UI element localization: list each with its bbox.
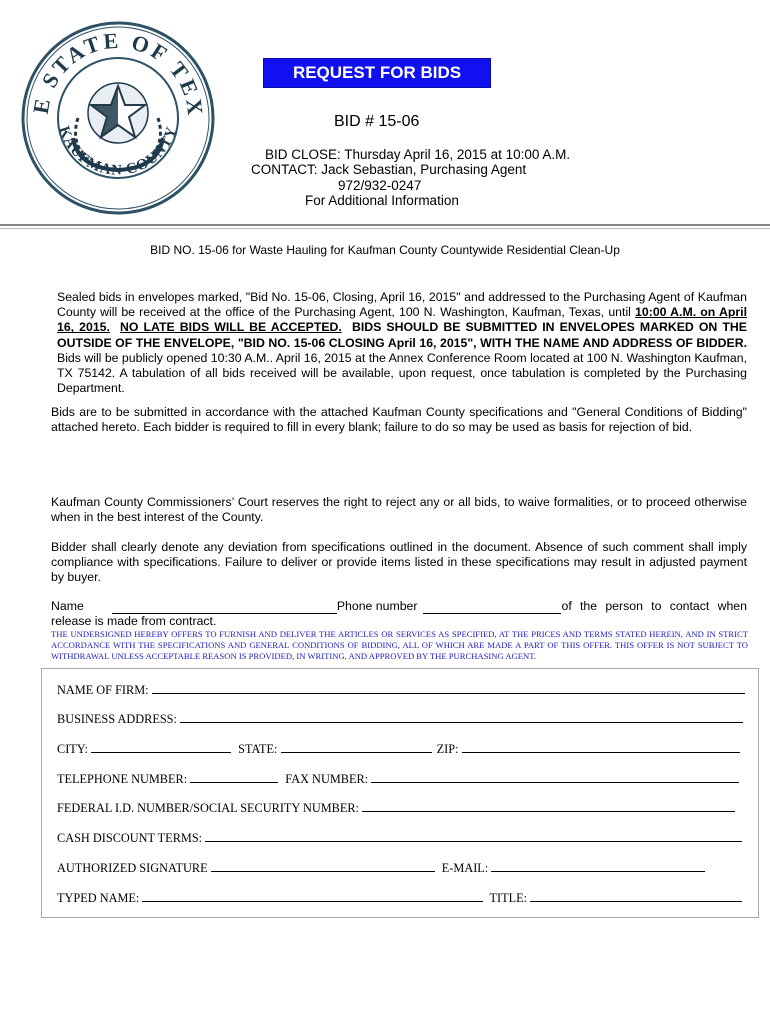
seal-bottom-text: KAUFMAN COUNTY	[55, 124, 181, 179]
offer-notice: THE UNDERSIGNED HEREBY OFFERS TO FURNISH AND DELIVER THE ARTICLES OR SERVICES AS SPECIFIED, AT THE PRICES AND TERMS STATED HEREIN, AND IN STRICT ACCORDANCE WITH THE SPECIFICATIONS AND GENERAL CONDITIONS OF BIDDING, ALL OF WHICH ARE MADE A PART OF THIS OFFER. THIS OFFER IS NOT SUBJECT TO WITHDRAWAL UNLESS ACCEPTABLE REASON IS PROVIDED, IN WRITING, AND APPROVED BY THE PURCHASING AGENT.	[51, 629, 748, 661]
no-late-bids-text: NO LATE BIDS WILL BE ACCEPTED.	[120, 320, 342, 335]
firm-field[interactable]	[152, 682, 745, 694]
cash-discount-field[interactable]	[205, 830, 742, 842]
commissioners-court-paragraph: Kaufman County Commissioners’ Court reserves the right to reject any or all bids, to waive formalities, or to proceed otherwise when in the best interest of the County.	[51, 495, 747, 525]
federal-id-row	[57, 800, 735, 816]
federal-id-label: FEDERAL I.D. NUMBER/SOCIAL SECURITY NUMBER:	[57, 801, 359, 815]
federal-id-field[interactable]	[362, 800, 735, 812]
specifications-paragraph: Bids are to be submitted in accordance with the attached Kaufman County specifications and "General Conditions of Bidding" attached hereto. Each bidder is required to fill in every blank; failure to do so may be used as basis for rejection of bid.	[51, 405, 747, 435]
telephone-label: TELEPHONE NUMBER:	[57, 772, 188, 786]
bidder-form	[41, 668, 759, 918]
bid-number: BID # 15-06	[334, 113, 420, 130]
email-label: E-MAIL:	[441, 861, 489, 875]
seal-top-text: E STATE OF TEX	[27, 27, 209, 120]
county-seal	[18, 18, 218, 218]
typed-name-field[interactable]	[142, 890, 483, 902]
state-field[interactable]	[281, 741, 432, 753]
phone-label: Phone number	[336, 599, 418, 613]
envelope-instruction: BIDS SHOULD BE SUBMITTED IN ENVELOPES MARKED ON THE OUTSIDE OF THE ENVELOPE, "BID NO. 15-06 CLOSING April 16, 2015", WITH THE NAME AND ADDRESS OF BIDDER.	[57, 320, 747, 350]
city-field[interactable]	[91, 741, 231, 753]
title-label: TITLE:	[489, 891, 528, 905]
contact-info: CONTACT: Jack Sebastian, Purchasing Agent	[251, 162, 527, 177]
city-row	[57, 741, 740, 757]
phone-row	[57, 771, 739, 787]
signature-row	[57, 860, 705, 876]
contact-tail: of the person to contact when	[561, 599, 747, 613]
contact-phone-field[interactable]	[423, 601, 561, 614]
deadline-text: 10:00 A.M. on April 16, 2015.	[57, 305, 747, 335]
address-label: BUSINESS ADDRESS:	[57, 712, 177, 726]
cash-discount-row	[57, 830, 742, 846]
address-field[interactable]	[180, 711, 743, 723]
contact-tail-2: release is made from contract.	[51, 614, 217, 628]
typed-name-label: TYPED NAME:	[57, 891, 140, 905]
fax-field[interactable]	[371, 771, 739, 783]
contact-phone: 972/932-0247	[338, 178, 422, 193]
email-field[interactable]	[491, 860, 705, 872]
bid-subject: BID NO. 15-06 for Waste Hauling for Kaufman County Countywide Residential Clean-Up	[150, 243, 620, 257]
zip-field[interactable]	[462, 741, 740, 753]
additional-info: For Additional Information	[305, 193, 459, 208]
state-label: STATE:	[238, 742, 278, 756]
header-divider-thin	[0, 228, 770, 229]
signature-label: AUTHORIZED SIGNATURE	[57, 861, 208, 875]
request-for-bids-title: REQUEST FOR BIDS	[263, 58, 491, 88]
sealed-bids-paragraph	[57, 290, 747, 396]
fax-label: FAX NUMBER:	[285, 772, 369, 786]
contact-person-line	[51, 599, 747, 629]
typed-name-row	[57, 890, 742, 906]
title-field[interactable]	[530, 890, 742, 902]
name-label: Name	[51, 599, 84, 613]
telephone-field[interactable]	[190, 771, 278, 783]
zip-label: ZIP:	[436, 742, 459, 756]
paragraph1-opening-text: Bids will be publicly opened 10:30 A.M.. April 16, 2015 at the Annex Conference Room located at 100 N. Washington Kaufman, TX 75142. A tabulation of all bids received will be available, upon request, once tabulation is completed by the Purchasing Department.	[57, 350, 747, 396]
contact-name-field[interactable]	[112, 601, 337, 614]
bid-close: BID CLOSE: Thursday April 16, 2015 at 10:00 A.M.	[265, 147, 571, 162]
city-label: CITY:	[57, 742, 88, 756]
firm-row	[57, 682, 745, 698]
paragraph1-text: Sealed bids in envelopes marked, "Bid No. 15-06, Closing, April 16, 2015" and addressed to the Purchasing Agent of Kaufman County will be received at the office of the Purchasing Agent, 100 N. Washington, Kaufman, Texas, until	[57, 290, 747, 320]
firm-label: NAME OF FIRM:	[57, 683, 149, 697]
signature-field[interactable]	[211, 860, 435, 872]
header-divider	[0, 224, 770, 226]
address-row	[57, 711, 743, 727]
cash-discount-label: CASH DISCOUNT TERMS:	[57, 831, 203, 845]
deviation-paragraph: Bidder shall clearly denote any deviation from specifications outlined in the document. Absence of such comment shall imply compliance with specifications. Failure to deliver or provide items listed in these specifications may result in adjusted payment by buyer.	[51, 540, 747, 585]
